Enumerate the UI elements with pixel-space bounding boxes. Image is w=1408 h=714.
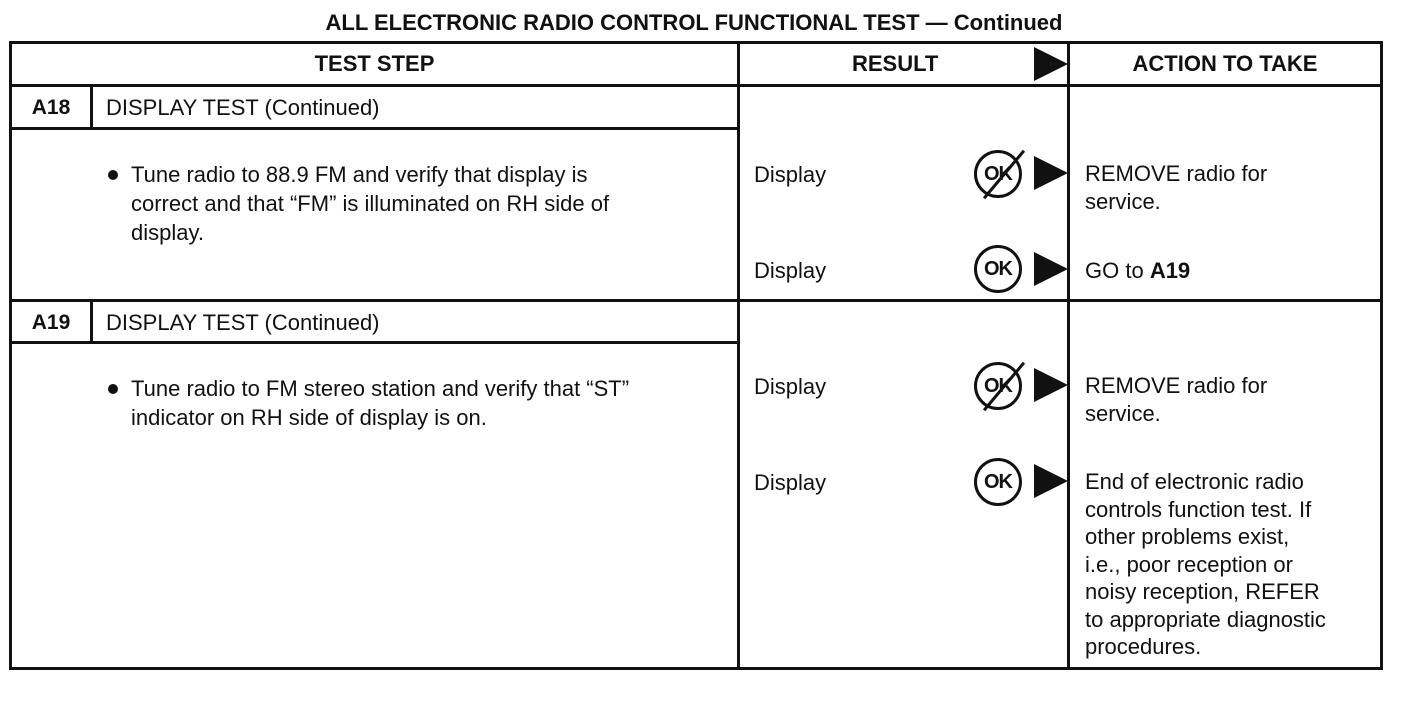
step-title-divider-a18: [12, 127, 737, 130]
action-text: [1085, 468, 1370, 661]
step-id-divider-a19: [90, 302, 93, 341]
action-line: other problems exist,: [1085, 524, 1290, 549]
action-line: controls function test. If: [1085, 496, 1312, 522]
action-line: End of electronic radio: [1085, 469, 1304, 494]
action-line: service.: [1085, 400, 1161, 426]
result-label: Display: [754, 258, 827, 283]
bullet-icon: [108, 384, 118, 394]
step-divider: [12, 299, 1380, 302]
step-title-a19: DISPLAY TEST (Continued): [106, 310, 380, 335]
badge-text: OK: [984, 375, 1012, 397]
result-label: Display: [754, 162, 827, 187]
result-arrow-icon: [1034, 252, 1068, 286]
header-test-step: TEST STEP: [314, 51, 435, 76]
test-table: [9, 41, 1383, 670]
result-arrow-icon: [1034, 156, 1068, 190]
badge-text: OK: [984, 163, 1012, 185]
step-title-divider-a19: [12, 341, 737, 344]
header-action: ACTION TO TAKE: [1132, 51, 1318, 76]
instruction-line: Tune radio to FM stereo station and verify that “ST”: [131, 376, 630, 401]
header-arrow-icon: [1034, 47, 1068, 81]
badge-text: OK: [984, 471, 1012, 493]
step-title-a18: DISPLAY TEST (Continued): [106, 95, 380, 120]
instruction-line: indicator on RH side of display is on.: [131, 405, 487, 430]
instruction-line: Tune radio to 88.9 FM and verify that display is: [131, 162, 588, 187]
result-arrow-icon: [1034, 464, 1068, 498]
not-ok-badge-icon: [974, 362, 1022, 410]
action-prefix: GO to: [1085, 258, 1144, 283]
action-text: [1085, 160, 1370, 215]
result-label: Display: [754, 374, 827, 399]
action-line: REMOVE radio for: [1085, 161, 1268, 186]
column-divider-result: [737, 44, 740, 667]
action-line: noisy reception, REFER: [1085, 579, 1320, 604]
column-divider-action: [1067, 44, 1070, 667]
header-divider: [12, 84, 1380, 87]
action-line: REMOVE radio for: [1085, 373, 1268, 398]
action-line: to appropriate diagnostic: [1085, 606, 1326, 632]
page-title: ALL ELECTRONIC RADIO CONTROL FUNCTIONAL TEST — Continued: [325, 10, 1063, 35]
action-line: service.: [1085, 188, 1161, 214]
action-line: i.e., poor reception or: [1085, 551, 1293, 577]
instruction-line: display.: [131, 220, 204, 245]
not-ok-badge-icon: [974, 150, 1022, 198]
result-label: Display: [754, 470, 827, 495]
ok-badge-icon: [974, 245, 1022, 293]
step-reference-link[interactable]: A19: [1149, 258, 1191, 283]
step-id-a19: A19: [31, 311, 71, 334]
header-result: RESULT: [852, 51, 939, 76]
badge-text: OK: [984, 258, 1012, 280]
step-id-divider-a18: [90, 87, 93, 127]
ok-badge-icon: [974, 458, 1022, 506]
bullet-icon: [108, 170, 118, 180]
action-line: procedures.: [1085, 634, 1202, 659]
action-text: [1085, 256, 1370, 285]
instruction-line: correct and that “FM” is illuminated on RH side of: [131, 191, 610, 216]
action-text: [1085, 372, 1370, 427]
result-arrow-icon: [1034, 368, 1068, 402]
step-id-a18: A18: [31, 96, 71, 119]
